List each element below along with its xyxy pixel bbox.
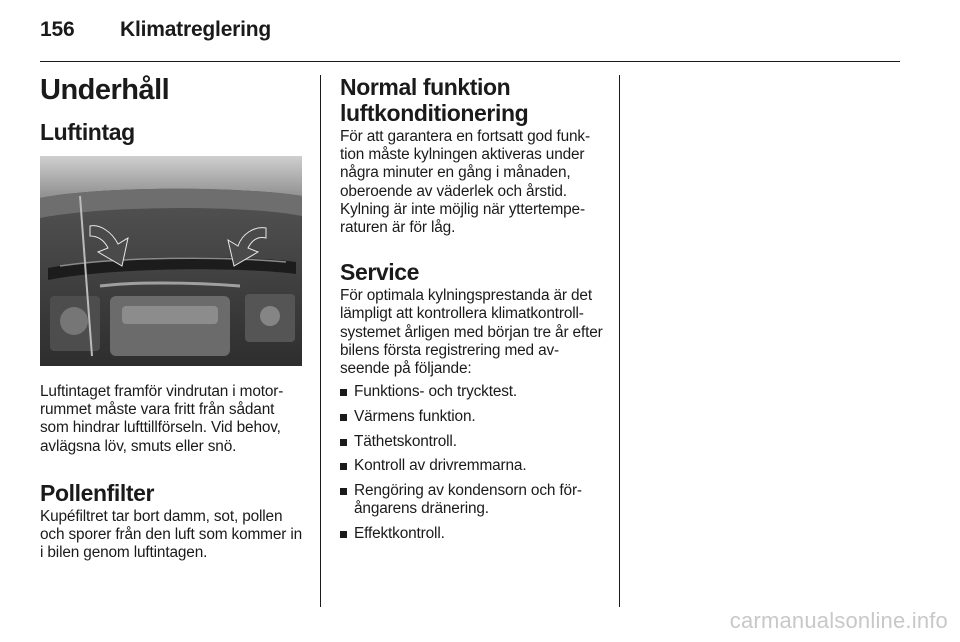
section-heading-service: Service [340,259,420,286]
watermark: carmanualsonline.info [729,608,948,633]
middle-column [340,74,606,550]
chapter-title: Klimatreglering [120,18,272,41]
bullet-square-icon [340,389,347,396]
list-item: Kontroll av drivremmarna. [340,457,606,475]
list-item: Rengöring av kondensorn och för-ångarens dränering. [340,482,606,518]
bullet-square-icon [340,463,347,470]
ac-function-text: För att garantera en fortsatt god funk-tion måste kylningen aktiveras under några minuter en gång i månaden, oberoende av väderlek och årstid. Kylning är inte möjlig när yttertempe-raturen är för låg. [340,128,590,237]
list-item: Effektkontroll. [340,525,606,543]
service-checklist [340,383,606,543]
list-item: Funktions- och trycktest. [340,383,606,401]
header-divider [40,61,900,62]
pollen-filter-text: Kupéfiltret tar bort damm, sot, pollen och sporer från den luft som kommer in i bilen genom luftintagen. [40,507,303,562]
bullet-square-icon [340,531,347,538]
bullet-square-icon [340,488,347,495]
section-heading-ac-function: Normal funktion luftkonditionering [340,74,529,126]
service-text: För optimala kylningsprestanda är det lämpligt att kontrollera klimatkontroll-systemet årligen med början tre år efter bilens första registrering med av-seende på följande: [340,287,603,378]
page-header [40,18,271,42]
section-heading-air-intake: Luftintag [40,119,135,145]
column-divider-right [619,75,620,607]
list-item: Täthetskontroll. [340,433,606,451]
main-heading: Underhåll [40,74,170,106]
section-heading-pollen-filter: Pollenfilter [40,479,155,506]
list-item: Värmens funktion. [340,408,606,426]
page-number: 156 [40,18,75,41]
column-divider-left [320,75,321,607]
left-column [40,74,305,562]
engine-bay-photo [40,156,302,366]
air-intake-text: Luftintaget framför vindrutan i motor-rummet måste vara fritt från sådant som hindrar lufttillförseln. Vid behov, avlägsna löv, smuts eller snö. [40,383,284,455]
bullet-square-icon [340,414,347,421]
bullet-square-icon [340,439,347,446]
